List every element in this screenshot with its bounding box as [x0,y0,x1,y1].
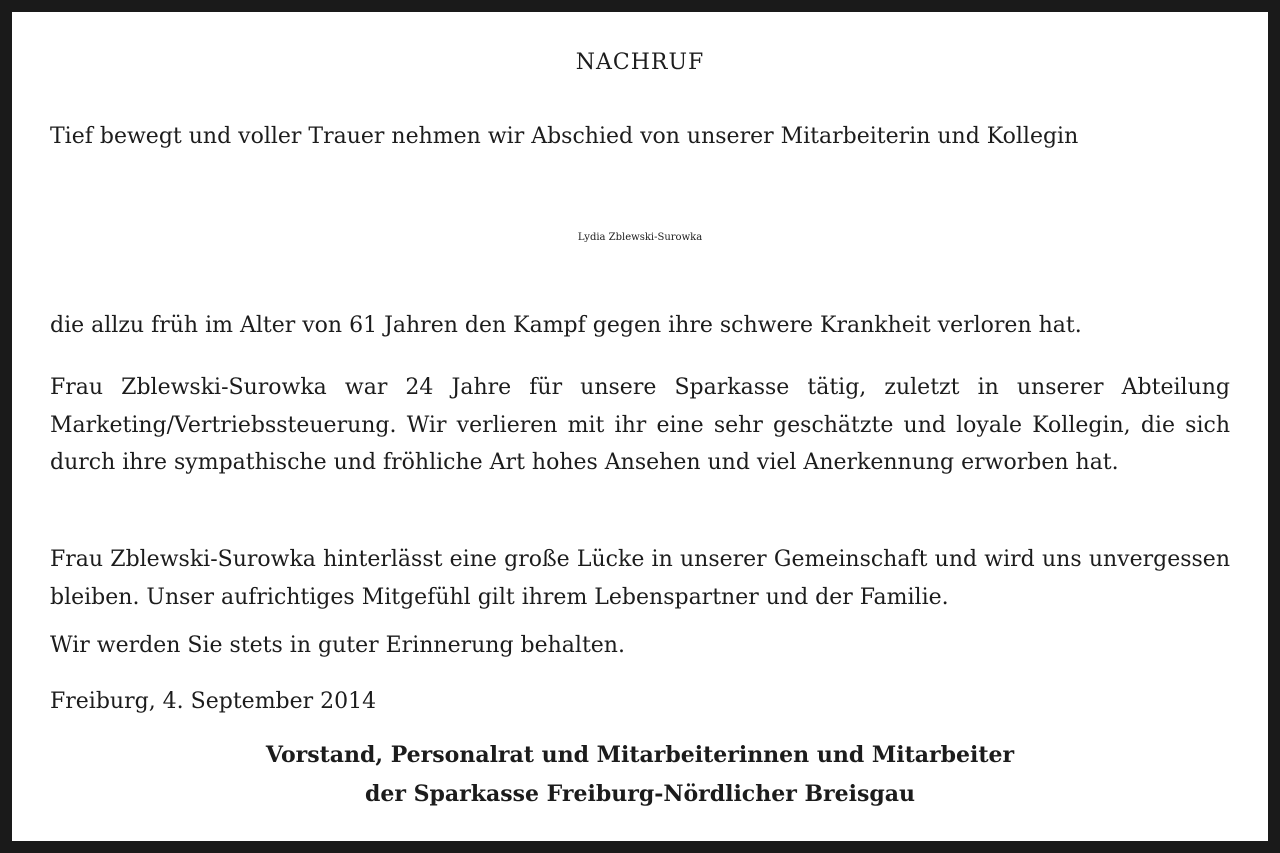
signature-block [12,736,1268,814]
notice-heading: NACHRUF [575,50,705,75]
paragraph-career: Frau Zblewski-Surowka war 24 Jahre für unsere Sparkasse tätig, zuletzt in unserer Abteilung Marketing/Vertriebssteuerung. Wir verlieren mit ihr eine sehr geschätzte und loyale Kollegin, die sich durch ihre sympathische und fröhliche Art hohes Ansehen und viel Anerkennung erworben hat. [50,375,1230,475]
place-date: Freiburg, 4. September 2014 [50,689,377,714]
closing-text: Wir werden Sie stets in guter Erinnerung behalten. [50,633,625,658]
age-text: die allzu früh im Alter von 61 Jahren den Kampf gegen ihre schwere Krankheit verloren hat. [50,313,1082,338]
signature-line-1: Vorstand, Personalrat und Mitarbeiterinnen und Mitarbeiter [265,742,1015,768]
intro-text: Tief bewegt und voller Trauer nehmen wir Abschied von unserer Mitarbeiterin und Kollegin [50,124,1079,149]
signature-line-2: der Sparkasse Freiburg-Nördlicher Breisgau [365,781,915,807]
deceased-name: Lydia Zblewski-Surowka [577,232,703,243]
paragraph-condolence: Frau Zblewski-Surowka hinterlässt eine große Lücke in unserer Gemeinschaft und wird uns unvergessen bleiben. Unser aufrichtiges Mitgefühl gilt ihrem Lebenspartner und der Familie. [50,547,1230,610]
